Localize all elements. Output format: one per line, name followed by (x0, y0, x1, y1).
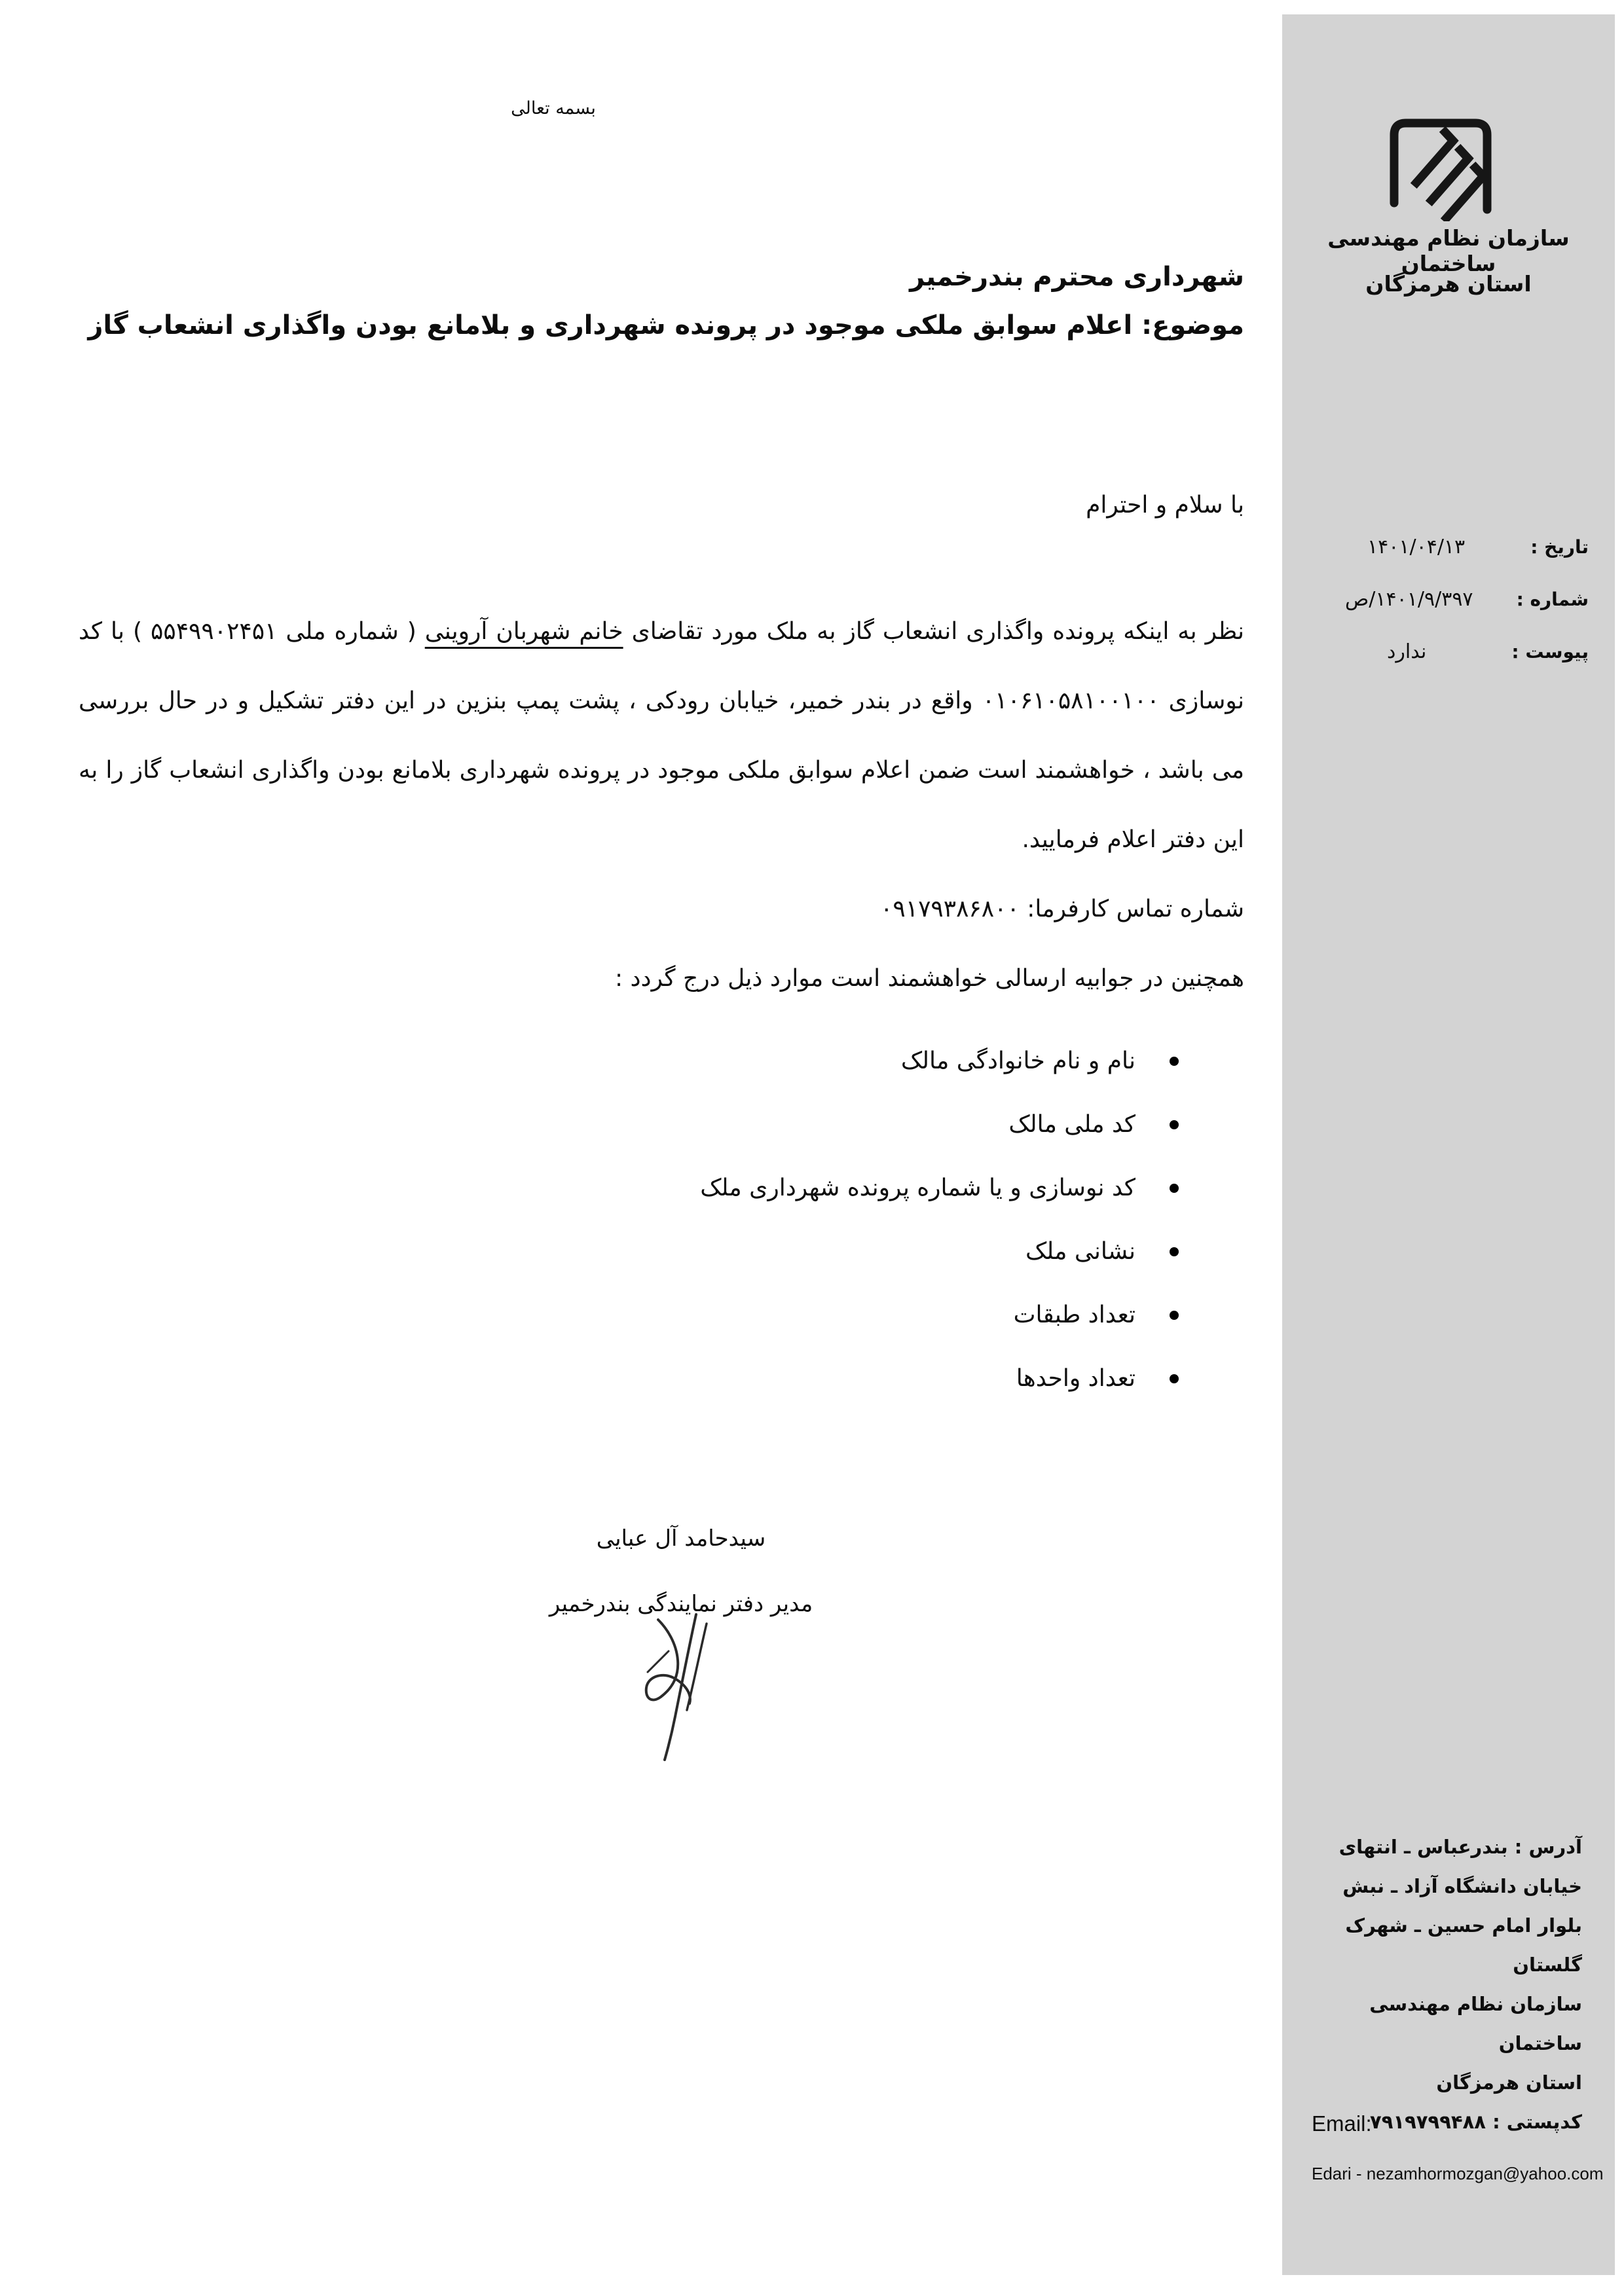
applicant-name: خانم شهربان آروینی (424, 618, 623, 645)
meta-field-row (1282, 520, 1615, 573)
address-line: بلوار امام حسین ـ شهرک (1345, 1914, 1582, 1937)
bullet-icon (1170, 1184, 1179, 1193)
body-text-start: نظر به اینکه پرونده واگذاری انشعاب گاز به ملک مورد تقاضای (623, 618, 1245, 645)
employer-phone-line: شماره تماس کارفرما: ۰۹۱۷۹۳۸۶۸۰۰ (880, 896, 1244, 922)
body-paragraph (79, 597, 1244, 875)
meta-field-value: ندارد (1387, 640, 1427, 663)
meta-field-value: ۱۴۰۱/۹/۳۹۷/ص (1345, 587, 1473, 611)
org-name: سازمان نظام مهندسی ساختمان (1327, 225, 1570, 276)
bullet-icon (1170, 1057, 1179, 1066)
org-email-block (1282, 2111, 1615, 2184)
meta-field-row (1282, 573, 1615, 625)
list-item-label: کد ملی مالک (1008, 1111, 1135, 1138)
org-address (1282, 1827, 1615, 2141)
email-address: Edari - nezamhormozgan@yahoo.com (1312, 2164, 1604, 2183)
meta-field-row (1282, 625, 1615, 678)
email-label: Email: (1312, 2111, 1372, 2136)
letterhead-sidebar (1282, 14, 1615, 2275)
signer-name: سیدحامد آل عبایی (596, 1525, 766, 1552)
subject-line: موضوع: اعلام سوابق ملکی موجود در پرونده شهرداری و بلامانع بودن واگذاری انشعاب گاز (88, 310, 1244, 340)
list-item (79, 1347, 1179, 1410)
bullet-icon (1170, 1247, 1179, 1256)
list-item-label: تعداد طبقات (1013, 1302, 1135, 1328)
bullet-icon (1170, 1374, 1179, 1383)
org-province: استان هرمزگان (1365, 271, 1532, 297)
bullet-icon (1170, 1311, 1179, 1320)
org-logo-icon (1376, 103, 1500, 221)
address-line: خیابان دانشگاه آزاد ـ نبش (1342, 1875, 1582, 1897)
salutation-line: با سلام و احترام (1086, 492, 1244, 519)
required-items-list (79, 1029, 1244, 1410)
list-item (79, 1029, 1179, 1093)
list-item-label: نشانی ملک (1025, 1238, 1135, 1265)
address-line: سازمان نظام مهندسی ساختمان (1369, 1993, 1582, 2054)
letter-header (79, 253, 1244, 350)
meta-field-label: تاریخ : (1530, 536, 1589, 558)
body-text-end: ( شماره ملی ۵۵۴۹۹۰۲۴۵۱ ) با کد نوسازی ۰۱۰۶۱۰۵۸۱۰۰۱۰۰ واقع در بندر خمیر، خیابان رودکی ، پشت پمپ بنزین در این دفتر تشکیل و در حال بررسی می باشد ، خواهشمند است ضمن اعلام سوابق ملکی موجود در پرونده شهرداری بلامانع بودن واگذاری انشعاب گاز را به این دفتر اعلام فرمایید. (79, 618, 1244, 853)
bullet-icon (1170, 1120, 1179, 1129)
letter-meta-fields (1282, 520, 1615, 678)
meta-field-label: شماره : (1516, 588, 1589, 610)
bismillah: بسمه تعالی (511, 98, 596, 118)
meta-field-value: ۱۴۰۱/۰۴/۱۳ (1367, 535, 1466, 558)
list-item (79, 1220, 1179, 1283)
address-line: گلستان (1513, 1954, 1582, 1976)
signature-scribble (638, 1612, 720, 1762)
list-item (79, 1283, 1179, 1347)
list-item-label: کد نوسازی و یا شماره پرونده شهرداری ملک (700, 1175, 1135, 1201)
list-item-label: نام و نام خانوادگی مالک (900, 1048, 1135, 1074)
signer-title: مدیر دفتر نمایندگی بندرخمیر (549, 1591, 813, 1617)
checklist-intro-line: همچنین در جوابیه ارسالی خواهشمند است موارد ذیل درج گردد : (614, 965, 1244, 992)
list-item (79, 1093, 1179, 1156)
meta-field-label: پیوست : (1511, 640, 1589, 663)
address-line: کدپستی : ۷۹۱۹۷۹۹۴۸۸ (1370, 2111, 1582, 2133)
address-line: آدرس : بندرعباس ـ انتهای (1338, 1836, 1582, 1858)
list-item (79, 1156, 1179, 1220)
recipient-line: شهرداری محترم بندرخمیر (910, 262, 1244, 292)
address-line: استان هرمزگان (1436, 2071, 1582, 2094)
list-item-label: تعداد واحدها (1016, 1365, 1135, 1392)
letter-body (79, 597, 1244, 1013)
